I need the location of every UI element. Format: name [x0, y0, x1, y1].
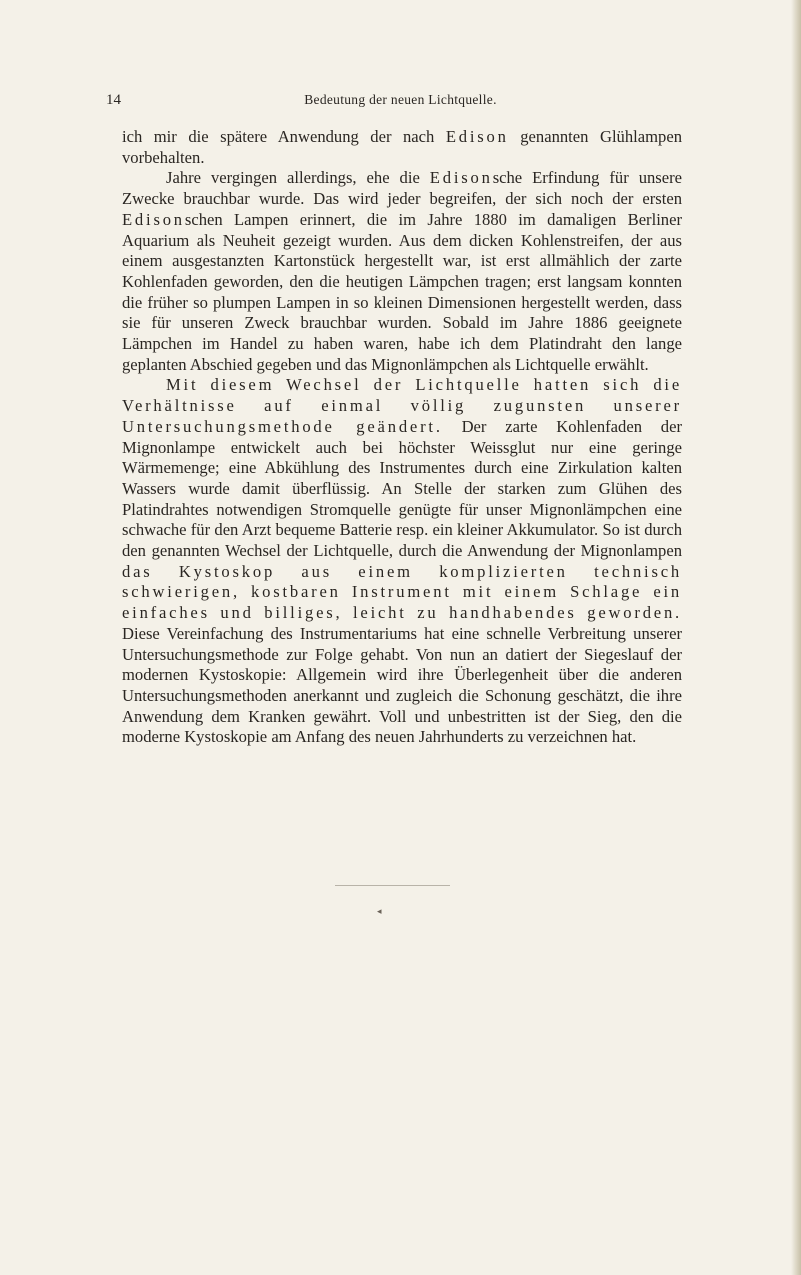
text-run: sche Erfindung für unsere Zwecke brauchbar wurde. Das wird jeder begreifen, der sich noch der ersten: [122, 168, 683, 209]
spaced-emphasis-text: Edison: [429, 168, 493, 188]
spaced-emphasis-text: Edison: [445, 127, 509, 146]
text-run: schen Lampen erinnert, die im Jahre 1880 im damaligen Berliner Aquarium als Neuheit gezeigt wurden. Aus dem dicken Kohlenstreifen, der aus einem ausgestanzten Kartonstück hergestellt war, ist erst allmählich der zarte Kohlenfaden geworden, den die heutigen Lämpchen tragen; erst langsam konnten die früher so plumpen Lampen in so kleinen Dimensionen hergestellt werden, dass sie für unseren Zweck brauchbar wurden. Sobald im Jahre 1886 geeignete Lämpchen im Handel zu haben waren, habe ich dem Platindraht den lange geplanten Abschied gegeben und das Mignonlämpchen als Lichtquelle erwählt.: [122, 209, 682, 374]
running-title: Bedeutung der neuen Lichtquelle.: [304, 92, 497, 107]
page-number: 14: [106, 92, 121, 108]
spaced-emphasis-text: Mit diesem Wechsel der Lichtquelle hatten sich die Verhältnisse auf einmal völlig zugunsten unserer Untersuchungsmethode geändert.: [122, 375, 682, 436]
text-run: Diese Vereinfachung des Instrumentariums hat eine schnelle Verbreitung unserer Untersuchungsmethode zur Folge gehabt. Von nun an datiert der Siegeslauf der modernen Kystoskopie: Allgemein wird ihre Überlegenheit über die anderen Untersuchungsmethoden anerkannt und zugleich die Schonung geschätzt, die ihre Anwendung dem Kranken gewährt. Voll und unbestritten ist der Sieg, den die moderne Kystoskopie am Anfang des neuen Jahrhunderts zu verzeichnen hat.: [122, 623, 682, 747]
text-run: genannten Glühlampen vorbehalten.: [122, 127, 682, 167]
body-text: [122, 127, 682, 748]
paragraph-1: [122, 127, 682, 168]
spaced-emphasis-text: das Kystoskop aus einem komplizierten technisch schwierigen, kostbaren Instrument mit einem Schlage ein einfaches und billiges, leicht zu handhabendes geworden.: [122, 561, 682, 623]
paragraph-3: [122, 375, 682, 748]
text-run: Jahre vergingen allerdings, ehe die: [166, 168, 430, 188]
footer-mark: ◂: [377, 906, 382, 916]
text-run: ich mir die spätere Anwendung der nach: [122, 127, 446, 146]
page-edge-shadow: [791, 0, 801, 1275]
paragraph-2: [122, 168, 682, 375]
text-run: Der zarte Kohlenfaden der Mignonlampe entwickelt auch bei höchster Weissglut nur eine geringe Wärmemenge; eine Abkühlung des Instrumentes durch eine Zirkulation kalten Wassers wurde damit überflüssig. An Stelle der starken zum Glühen des Platindrahtes notwendigen Stromquelle genügte für unser Mignonlämpchen eine schwache für den Arzt bequeme Batterie resp. ein kleiner Akkumulator. So ist durch den genannten Wechsel der Lichtquelle, durch die Anwendung der Mignonlampen: [122, 416, 682, 561]
spaced-emphasis-text: Edison: [122, 209, 185, 229]
end-rule: [335, 885, 450, 886]
page-header: [0, 92, 801, 114]
